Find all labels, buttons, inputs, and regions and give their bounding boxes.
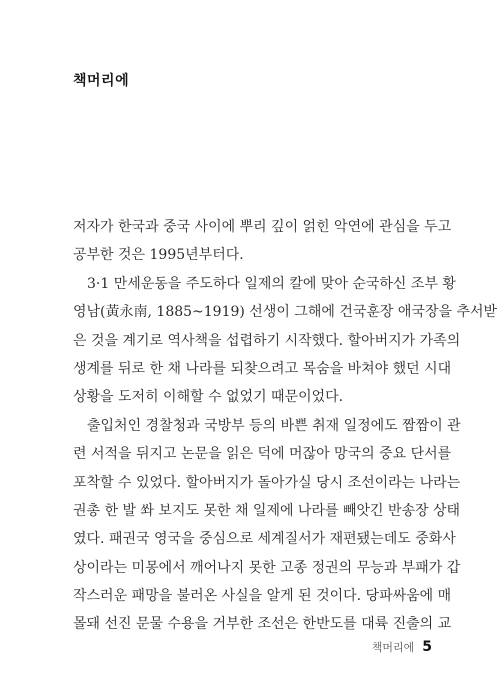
paragraph-line: 작스러운 패망을 불러온 사실을 알게 된 것이다. 당파싸움에 매	[73, 588, 452, 605]
paragraph-line: 저자가 한국과 중국 사이에 뿌리 깊이 얽힌 악연에 관심을 두고	[73, 219, 452, 235]
paragraph-line: 상황을 도저히 이해할 수 없었기 때문이었다.	[73, 389, 344, 406]
paragraph-line: 3·1 만세운동을 주도하다 일제의 칼에 맞아 순국하신 조부 황	[87, 275, 456, 292]
paragraph-line: 포착할 수 있었다. 할아버지가 돌아가실 당시 조선이라는 나라는	[73, 474, 461, 491]
page-footer	[372, 639, 432, 655]
paragraph-line: 은 것을 계기로 역사책을 섭렵하기 시작했다. 할아버지가 가족의	[73, 332, 461, 349]
body-text	[73, 213, 498, 639]
paragraph-line: 상이라는 미몽에서 깨어나지 못한 고종 정권의 무능과 부패가 갑	[73, 559, 461, 576]
section-title: 책머리에	[73, 73, 130, 89]
paragraph-line: 권총 한 발 쏴 보지도 못한 채 일제에 나라를 빼앗긴 반송장 상태	[73, 502, 461, 519]
paragraph-line: 몰돼 선진 문물 수용을 거부한 조선은 한반도를 대륙 진출의 교	[73, 616, 452, 633]
running-head: 책머리에	[371, 641, 415, 654]
paragraph-line: 련 서적을 뒤지고 논문을 읽은 덕에 머잖아 망국의 중요 단서를	[73, 446, 452, 463]
paragraph-line: 공부한 것은 1995년부터다.	[73, 247, 244, 264]
paragraph-line: 영남(黃永南, 1885~1919) 선생이 그해에 건국훈장 애국장을 추서받	[73, 304, 498, 321]
paragraph-line: 생계를 뒤로 한 채 나라를 되찾으려고 목숨을 바쳐야 했던 시대	[73, 360, 452, 377]
paragraph-line: 였다. 패권국 영국을 중심으로 세계질서가 재편됐는데도 중화사	[73, 531, 456, 548]
page-number: 5	[422, 639, 432, 655]
paragraph-line: 출입처인 경찰청과 국방부 등의 바쁜 취재 일정에도 짬짬이 관	[87, 417, 461, 434]
